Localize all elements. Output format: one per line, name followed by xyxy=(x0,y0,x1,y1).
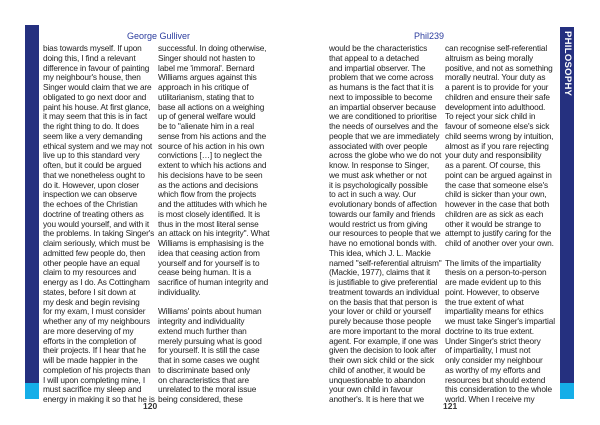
text-line: their own sick child or the sick xyxy=(329,355,434,365)
text-line: thesis on a person-to-person xyxy=(445,267,547,278)
text-line: This idea, which J. L. Mackie xyxy=(329,247,431,258)
text-line: for my exam, I must consider xyxy=(43,306,146,317)
left-margin-bar xyxy=(25,25,39,399)
text-line: claim seriously, which must be xyxy=(43,238,150,248)
right-page-column-1 xyxy=(329,44,442,405)
text-line: positive, and not as something xyxy=(445,62,553,73)
text-line: it may seem that this is in fact xyxy=(43,111,148,122)
text-line: base all actions on a weighing xyxy=(158,101,265,112)
text-line: resources but should extend xyxy=(445,374,546,385)
text-line: named "self-referential altruism" xyxy=(329,257,442,268)
text-line: as humans is the fact that it is xyxy=(329,82,434,92)
text-line: cease being human. It is a xyxy=(158,267,251,278)
text-line: development into adulthood. xyxy=(445,101,546,112)
text-line: the echoes of the Christian xyxy=(43,199,138,209)
text-line: extent to which his actions and xyxy=(158,160,267,170)
text-line: admitted few people do, then xyxy=(43,247,146,258)
text-line: is most closely identified. It is xyxy=(158,208,261,219)
text-line: up of general welfare would xyxy=(158,111,256,122)
text-line: their projects. If I hear that he xyxy=(43,345,146,356)
text-line: merely pursuing what is good xyxy=(158,335,262,346)
text-line: which flow from the projects xyxy=(158,189,257,200)
text-line: know. In response to Singer, xyxy=(329,160,430,170)
section-tab-label: PHILOSOPHY xyxy=(562,31,573,97)
text-line: are made evident up to this xyxy=(445,277,542,287)
text-line: my desk and begin revising xyxy=(43,296,140,307)
text-line: towards our family and friends xyxy=(329,208,436,219)
text-line: convictions […] to neglect the xyxy=(158,150,262,161)
text-line: altruism as being morally xyxy=(445,52,534,63)
page-number-left: 120 xyxy=(143,401,158,411)
text-line: the needs of ourselves and the xyxy=(329,121,438,131)
text-line: efforts in the completion of xyxy=(43,335,136,346)
text-line: The limits of the impartiality xyxy=(445,257,542,268)
text-line: that we nonetheless ought to xyxy=(43,169,145,180)
text-line: the true extent of what xyxy=(445,296,524,307)
text-line: purely because those people xyxy=(329,316,432,326)
text-line: Under Singer's strict theory xyxy=(445,335,541,346)
text-line: evolutionary bonds of affection xyxy=(329,199,437,209)
text-line: point can be argued against in xyxy=(445,169,552,180)
text-line: you would yourself, and with it xyxy=(43,218,150,229)
text-line: treatment towards an individual xyxy=(329,286,440,297)
text-line: as worthy of my efforts and xyxy=(445,364,541,375)
text-line: given the decision to look after xyxy=(329,345,437,356)
text-line: morally neutral. Your duty as xyxy=(445,72,546,83)
text-line: almost as if you rare rejecting xyxy=(445,140,549,151)
text-line: states, before I sit down at xyxy=(43,286,136,297)
text-line: next to impossible to become xyxy=(329,91,433,102)
text-line: children and ensure their safe xyxy=(445,91,550,102)
text-line: are more important to the moral xyxy=(329,325,441,336)
text-line: associated with over people xyxy=(329,140,428,151)
text-line: another's. It is here that we xyxy=(329,394,425,404)
text-line: child of another, it would be xyxy=(329,364,426,375)
text-line: people that we are immediately xyxy=(329,130,440,141)
text-line: doctrine of treating others as xyxy=(43,208,144,219)
text-line: must sacrifice my sleep and xyxy=(43,384,142,395)
text-line: children are as sick as each xyxy=(445,208,544,219)
text-line: bias towards myself. If upon xyxy=(43,43,142,53)
text-line: sense from his actions and the xyxy=(158,130,267,141)
text-line: favour of someone else's sick xyxy=(445,121,550,131)
text-line: would restrict us from giving xyxy=(329,218,428,229)
text-line: source of his action in his own xyxy=(158,140,265,151)
text-line: your duty and responsibility xyxy=(445,150,542,161)
text-line: impartiality means for ethics xyxy=(445,306,544,317)
text-line: however in the case that both xyxy=(445,199,550,209)
text-line: live up to this standard very xyxy=(43,150,140,161)
text-line: child of another over your own. xyxy=(445,238,554,248)
text-line: on the basis that that person is xyxy=(329,296,438,307)
text-line: the problems. In taking Singer's xyxy=(43,228,155,239)
page-number-right: 121 xyxy=(443,401,458,411)
text-line: of impartiality, I must not xyxy=(445,345,531,356)
text-line: your lover or child or yourself xyxy=(329,306,431,317)
text-line: it is psychologically possible xyxy=(329,179,428,190)
text-line: for yourself. It is still the case xyxy=(158,345,260,356)
text-line: idea that ceasing action from xyxy=(158,247,260,258)
text-line: Williams' points about human xyxy=(158,306,262,317)
text-line: to discriminate based only xyxy=(158,364,251,375)
text-line: Williams argues against this xyxy=(158,72,257,83)
text-line: unrelated to the moral issue xyxy=(158,384,257,395)
text-line: successful. In doing otherwise, xyxy=(158,43,267,53)
text-line: be to "alienate him in a real xyxy=(158,121,254,131)
text-line: only consider my neighbour xyxy=(445,355,543,365)
text-line: doing this, I find a relevant xyxy=(43,52,136,63)
text-line: energy as I do. As Cottingham xyxy=(43,277,150,287)
text-line: other people have an equal xyxy=(43,257,140,268)
text-line: this consideration to the whole xyxy=(445,384,552,395)
text-line: child seems wrong by intuition, xyxy=(445,130,554,141)
text-line: do it. However, upon closer xyxy=(43,179,140,190)
text-line: Williams is emphasising is the xyxy=(158,238,264,248)
text-line: approach in his critique of xyxy=(158,82,249,92)
text-line: (Mackie, 1977), claims that it xyxy=(329,267,431,278)
text-line: integrity and individuality xyxy=(158,316,245,326)
running-head-course: Phil239 xyxy=(414,31,445,41)
text-line: label me 'immoral'. Bernard xyxy=(158,62,255,73)
text-line: a parent is to provide for your xyxy=(445,82,549,92)
text-line: seem like a very demanding xyxy=(43,130,143,141)
text-line: the case that someone else's xyxy=(445,179,549,190)
text-line: Singer would claim that we are xyxy=(43,82,152,92)
text-line: have no emotional bonds with. xyxy=(329,238,437,248)
text-line: sacrifice of human integrity and xyxy=(158,277,269,287)
text-line: difference in favour of painting xyxy=(43,62,150,73)
text-line: our resources to people that we xyxy=(329,228,441,239)
text-line: Singer should not hasten to xyxy=(158,52,255,63)
text-line: to act in such a way. Our xyxy=(329,189,416,200)
text-line: inspection we can observe xyxy=(43,189,138,200)
text-line: I will upon completing mine, I xyxy=(43,374,146,385)
text-line: an attack on his integrity". What xyxy=(158,228,270,239)
text-line: other it would be strange to xyxy=(445,218,541,229)
text-line: unquestionable to abandon xyxy=(329,374,426,385)
text-line: doctrine to its true extent. xyxy=(445,325,534,336)
text-line: is justifiable to give preferential xyxy=(329,277,438,287)
section-tab xyxy=(560,27,574,399)
text-line: are more deserving of my xyxy=(43,325,134,336)
text-line: that appeal to a detached xyxy=(329,52,419,63)
text-line: claim to my resources and xyxy=(43,267,137,278)
text-line: often, but it could be argued xyxy=(43,160,142,170)
text-line: agent. For example, if one was xyxy=(329,335,438,346)
text-line: completion of his projects than xyxy=(43,364,151,375)
left-page-column-2 xyxy=(158,44,269,405)
text-line: as the actions and decisions xyxy=(158,179,259,190)
text-line: the right thing to do. It does xyxy=(43,121,140,131)
text-line: and the attitudes with which he xyxy=(158,199,267,209)
text-line: individuality. xyxy=(158,286,201,297)
right-bar-accent xyxy=(560,383,574,399)
text-line: whether any of my neighbours xyxy=(43,316,150,326)
text-line: energy in making it so that he is xyxy=(43,394,155,404)
text-line: on characteristics that are xyxy=(158,374,249,385)
text-line: utilitarianism, stating that to xyxy=(158,91,254,102)
text-line: thus in the most literal sense xyxy=(158,218,259,229)
text-line: being considered, these xyxy=(158,394,243,404)
left-page-column-1 xyxy=(43,44,155,405)
text-line: his decisions have to be seen xyxy=(158,169,263,180)
text-line: attempt to justify caring for the xyxy=(445,228,552,239)
text-line: an impartial observer because xyxy=(329,101,436,112)
text-line: across the globe who we do not xyxy=(329,150,442,161)
text-line: we are conditioned to prioritise xyxy=(329,111,437,122)
text-line: child is sicker than your own, xyxy=(445,189,547,200)
right-page-column-2 xyxy=(445,44,555,405)
text-line: world. When I receive my xyxy=(445,394,535,404)
text-line: To reject your sick child in xyxy=(445,111,536,122)
text-line: my neighbour's house, then xyxy=(43,72,141,83)
text-line: we must take Singer's impartial xyxy=(445,316,555,326)
text-line: that in some cases we ought xyxy=(158,355,260,365)
left-bar-accent xyxy=(25,383,39,399)
text-line: and impartial observer. The xyxy=(329,62,426,73)
text-line: point. However, to observe xyxy=(445,286,540,297)
text-line: yourself and for yourself is to xyxy=(158,257,260,268)
text-line: your own child in favour xyxy=(329,384,413,395)
text-line: ethical system and we may not xyxy=(43,140,153,151)
text-line: as a parent. Of course, this xyxy=(445,160,541,170)
running-head-author: George Gulliver xyxy=(127,31,191,41)
text-line: problem that we come across xyxy=(329,72,434,83)
text-line: will be made happier in the xyxy=(43,355,138,365)
text-line: paint his house. At first glance, xyxy=(43,101,151,112)
text-line: we must ask whether or not xyxy=(329,169,427,180)
text-line: extend much further than xyxy=(158,325,247,336)
text-line: can recognise self-referential xyxy=(445,43,548,53)
text-line: would be the characteristics xyxy=(329,43,428,53)
text-line: obligated to go next door and xyxy=(43,91,147,102)
